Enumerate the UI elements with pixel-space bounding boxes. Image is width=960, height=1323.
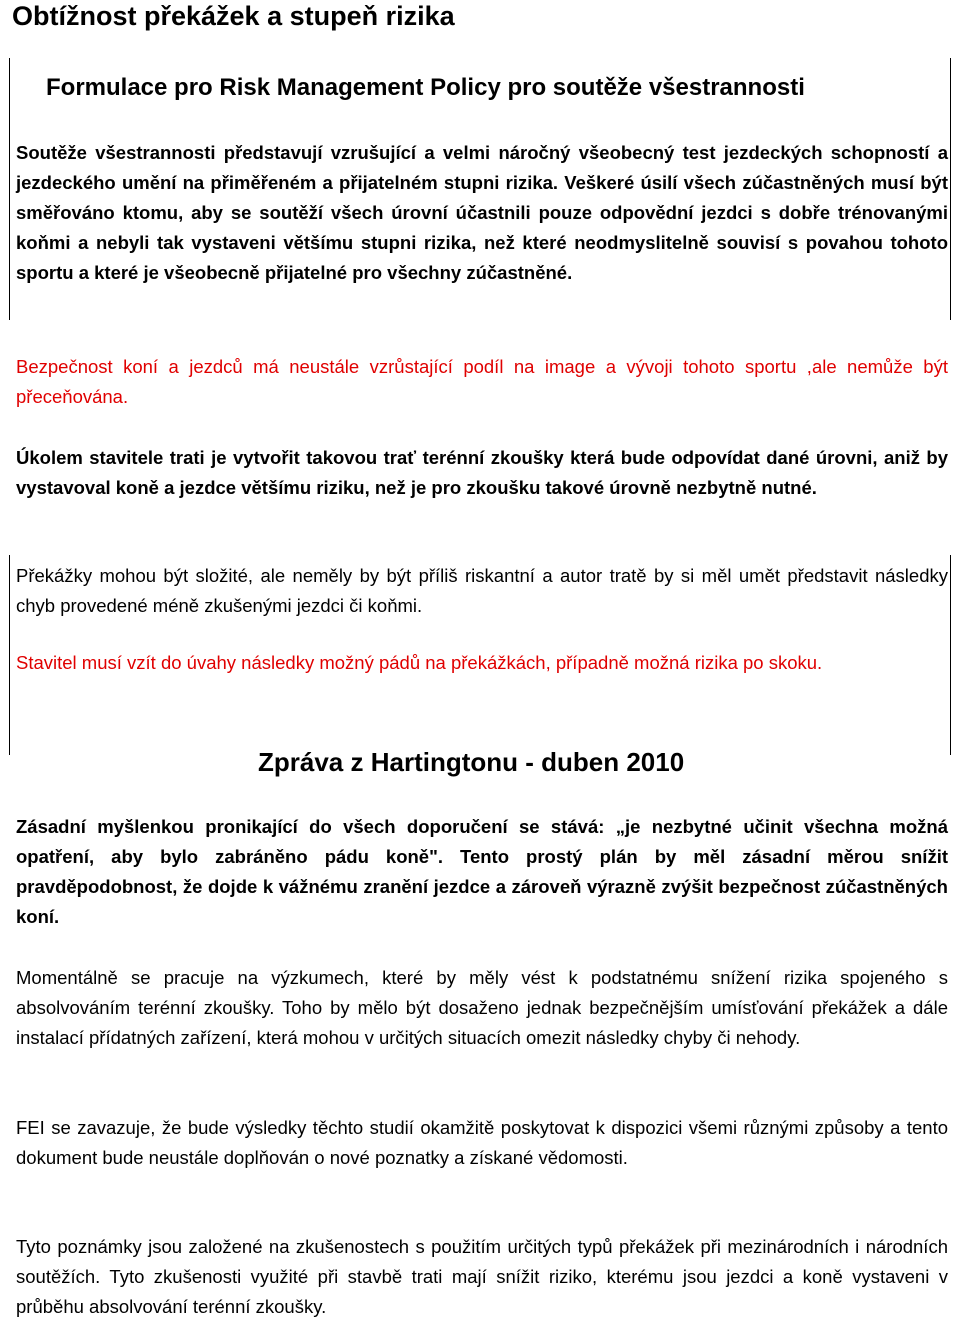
paragraph-notes: Tyto poznámky jsou založené na zkušenostech s použitím určitých typů překážek při mezinárodních i národních soutěžích. Tyto zkušenosti využité při stavbě trati mají snížit riziko, kterému jsou jezdci a koně vystaveni v průběhu absolvování terénní zkoušky. [16,1236,948,1317]
paragraph-fei: FEI se zavazuje, že bude výsledky těchto studií okamžitě poskytovat k dispozici všemi různými způsoby a tento dokument bude neustále doplňován o nové poznatky a získané vědomosti. [16,1117,948,1168]
frame-line-left-top [9,58,10,320]
section-subtitle: Formulace pro Risk Management Policy pro soutěže všestrannosti [46,74,805,101]
paragraph-principle: Zásadní myšlenkou pronikající do všech doporučení se stává: „je nezbytné učinit všechna možná opatření, aby bylo zabráněno pádu koně". Tento prostý plán by měl zásadní měrou snížit pravděpodobnost, že dojde k vážnému zranění jezdce a zároveň výrazně zvýšit bezpečnost zúčastněných koní. [16,816,948,927]
paragraph-research: Momentálně se pracuje na výzkumech, které by měly vést k podstatnému snížení rizika spojeného s absolvováním terénní zkoušky. Toho by mělo být dosaženo jednak bezpečnějším umísťování překážek a dále instalací přídatných zařízení, která mohou v určitých situacích omezit následky chyby či nehody. [16,967,948,1048]
paragraph-falls: Stavitel musí vzít do úvahy následky možný pádů na překážkách, případně možná rizika po skoku. [16,652,823,673]
frame-line-left-bottom [9,555,10,755]
frame-line-right-top [950,58,951,320]
page-title: Obtížnost překážek a stupeň rizika [12,1,455,31]
paragraph-obstacles: Překážky mohou být složité, ale neměly by být příliš riskantní a autor tratě by si měl umět představit následky chyb provedené méně zkušenými jezdci či koňmi. [16,565,948,616]
paragraph-intro: Soutěže všestrannosti představují vzrušující a velmi náročný všeobecný test jezdeckých schopností a jezdeckého umění na přiměřeném a přijatelném stupni rizika. Veškeré úsilí všech zúčastněných musí být směřováno ktomu, aby se soutěží všech úrovní účastnili pouze odpovědní jezdci s dobře trénovanými koňmi a nebyli tak vystaveni většímu stupni rizika, než které neodmyslitelně souvisí s povahou tohoto sportu a které je všeobecně přijatelné pro všechny zúčastněné. [16,142,948,283]
report-title: Zpráva z Hartingtonu - duben 2010 [258,747,685,777]
frame-line-right-bottom [950,555,951,755]
paragraph-safety: Bezpečnost koní a jezdců má neustále vzrůstající podíl na image a vývoji tohoto sportu ,ale nemůže být přeceňována. [16,356,948,407]
paragraph-course-builder: Úkolem stavitele trati je vytvořit takovou trať terénní zkoušky která bude odpovídat dané úrovni, aniž by vystavoval koně a jezdce většímu riziku, než je pro zkoušku takové úrovně nezbytně nutné. [16,447,948,498]
